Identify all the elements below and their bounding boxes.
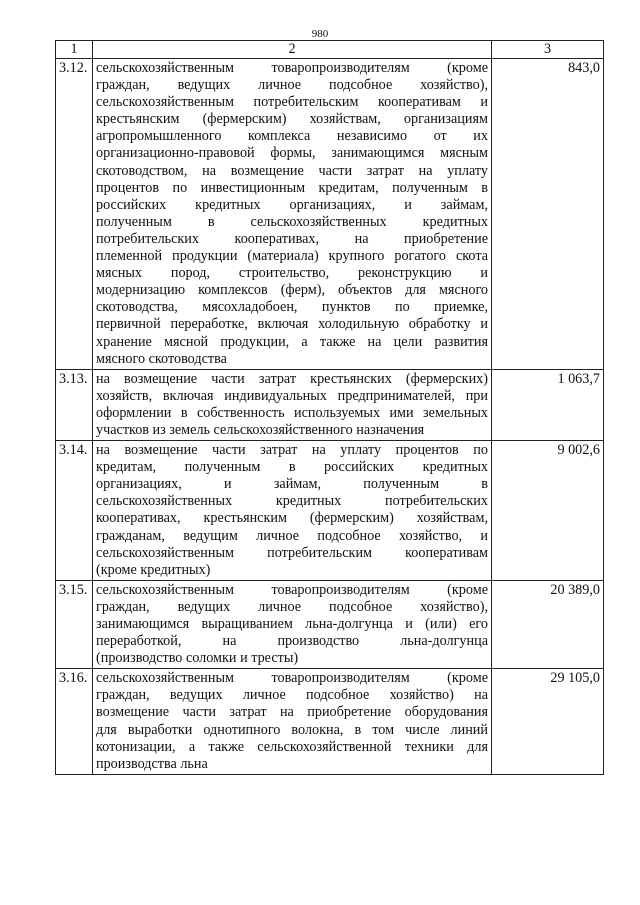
description-line: сельскохозяйственным потребительским кооперативам [96, 544, 488, 561]
description-line: кредитам, полученным в российских кредитных [96, 459, 488, 476]
description-line: возмещение части затрат на приобретение оборудования [96, 704, 488, 721]
description-line: кооперативах, крестьянским (фермерским) хозяйствам, [96, 510, 488, 527]
table-row [56, 59, 604, 370]
description-line: мясных пород, строительство, реконструкцию и [96, 265, 488, 282]
budget-table [55, 40, 604, 775]
row-number: 3.12. [56, 59, 93, 370]
row-amount: 1 063,7 [492, 369, 604, 440]
description-line: крестьянским (фермерским) хозяйствам, организациям [96, 111, 488, 128]
row-description [93, 441, 492, 581]
row-amount: 20 389,0 [492, 580, 604, 668]
page-number: 980 [311, 28, 329, 40]
description-line: граждан, ведущих личное подсобное хозяйство) на [96, 687, 488, 704]
description-line: агропромышленного комплекса независимо от их [96, 128, 488, 145]
description-line: граждан, ведущих личное подсобное хозяйство), [96, 598, 488, 615]
description-line: производства льна [96, 755, 208, 772]
row-amount: 9 002,6 [492, 441, 604, 581]
description-line: на возмещение части затрат крестьянских (фермерских) [96, 370, 488, 387]
description-line: оформлении в собственность используемых ими земельных [96, 404, 488, 421]
row-amount: 29 105,0 [492, 669, 604, 775]
description-line: сельскохозяйственным товаропроизводителям (кроме [96, 581, 488, 598]
description-line: для выработки однотипного волокна, в том числе линий [96, 721, 488, 738]
description-line: котонизации, а также сельскохозяйственной техники для [96, 738, 488, 755]
description-line: сельскохозяйственным товаропроизводителям (кроме [96, 670, 488, 687]
table-header-row [56, 41, 604, 59]
description-line: организационно-правовой формы, занимающимся мясным [96, 145, 488, 162]
header-col-3: 3 [492, 41, 604, 59]
description-line: полученным в сельскохозяйственных кредитных [96, 213, 488, 230]
header-col-2: 2 [93, 41, 492, 59]
table-row [56, 580, 604, 668]
description-line: граждан, ведущих личное подсобное хозяйство), [96, 77, 488, 94]
description-line: (производство соломки и тресты) [96, 650, 299, 667]
description-line: процентов по инвестиционным кредитам, полученным в [96, 179, 488, 196]
description-line: (кроме кредитных) [96, 561, 211, 578]
description-line: переработкой, на производство льна-долгунца [96, 633, 488, 650]
row-amount: 843,0 [492, 59, 604, 370]
description-line: организациях, и займам, полученным в [96, 476, 488, 493]
description-line: на возмещение части затрат на уплату процентов по [96, 442, 488, 459]
description-line: первичной переработке, включая холодильную обработку и [96, 316, 488, 333]
description-line: участков из земель сельскохозяйственного назначения [96, 421, 425, 438]
description-line: занимающимся выращиванием льна-долгунца и (или) его [96, 616, 488, 632]
row-description [93, 580, 492, 668]
row-number: 3.14. [56, 441, 93, 581]
description-line: племенной продукции (материала) крупного рогатого скота [96, 248, 488, 265]
table-row [56, 441, 604, 581]
row-description [93, 669, 492, 775]
description-line: сельскохозяйственным товаропроизводителям (кроме [96, 60, 488, 76]
description-line: хранение мясной продукции, а также на цели развития [96, 333, 488, 350]
description-line: модернизацию комплексов (ферм), объектов для мясного [96, 282, 488, 299]
table-row [56, 669, 604, 775]
description-line: мясного скотоводства [96, 350, 227, 367]
row-description [93, 59, 492, 370]
description-line: сельскохозяйственным потребительским кооперативам и [96, 94, 488, 111]
row-number: 3.13. [56, 369, 93, 440]
row-description [93, 369, 492, 440]
table-row [56, 369, 604, 440]
row-number: 3.16. [56, 669, 93, 775]
description-line: потребительских кооперативах, на приобретение [96, 230, 488, 247]
description-line: скотоводством, на возмещение части затрат на уплату [96, 162, 488, 179]
description-line: скотоводства, мясохладобоен, пунктов по приемке, [96, 299, 488, 316]
row-number: 3.15. [56, 580, 93, 668]
description-line: сельскохозяйственных кредитных потребительских [96, 493, 488, 510]
description-line: российских кредитных организациях, и займам, [96, 196, 488, 213]
description-line: хозяйств, включая индивидуальных предпринимателей, при [96, 387, 488, 404]
description-line: гражданам, ведущим личное подсобное хозяйство, и [96, 527, 488, 544]
header-col-1: 1 [56, 41, 93, 59]
